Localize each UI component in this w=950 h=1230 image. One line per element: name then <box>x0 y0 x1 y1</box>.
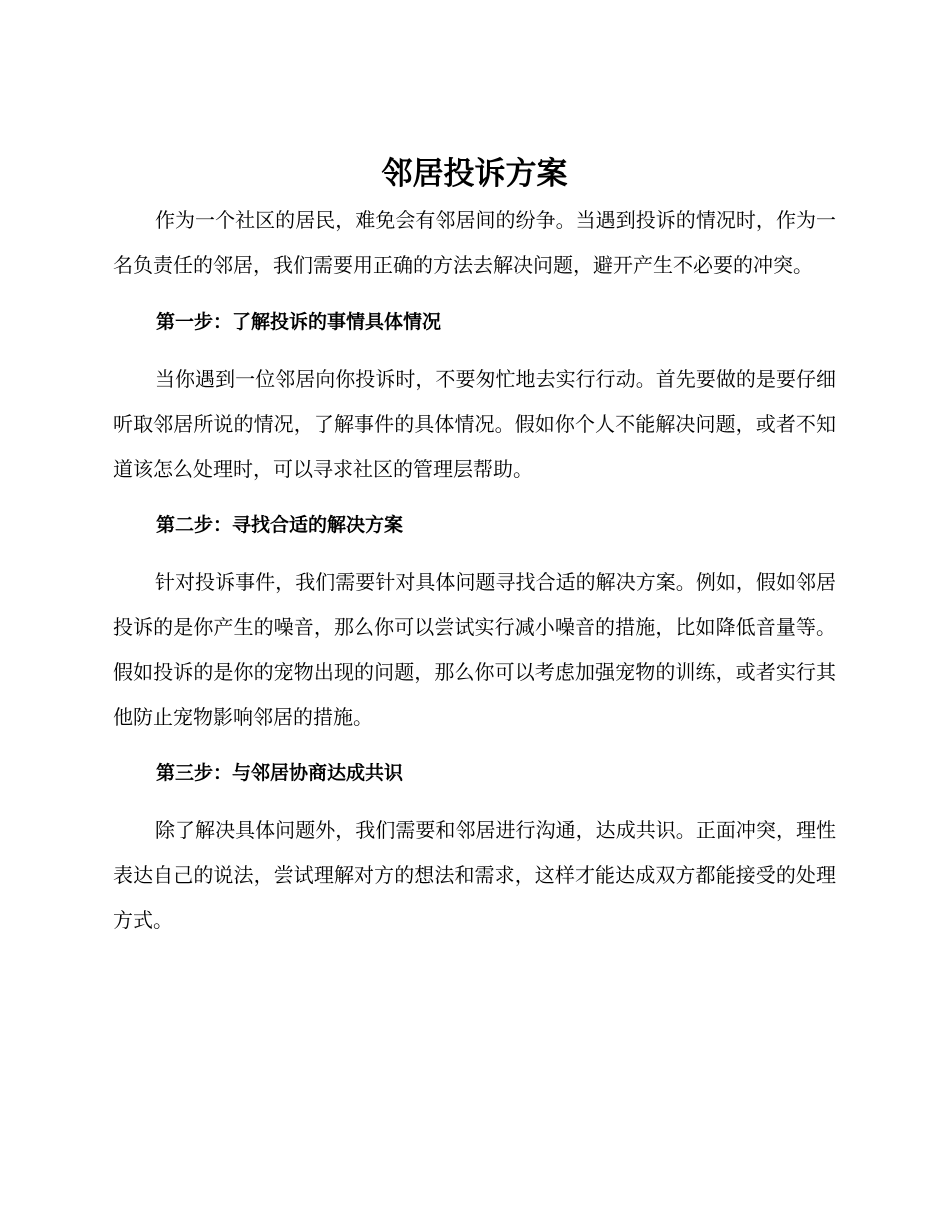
intro-paragraph: 作为一个社区的居民，难免会有邻居间的纷争。当遇到投诉的情况时，作为一名负责任的邻居，我们需要用正确的方法去解决问题，避开产生不必要的冲突。 <box>113 208 836 277</box>
section-heading-step-2: 第二步：寻找合适的解决方案 <box>156 514 404 536</box>
section-heading-step-3: 第三步：与邻居协商达成共识 <box>156 762 404 784</box>
page-title: 邻居投诉方案 <box>381 156 568 192</box>
section-heading-step-1: 第一步：了解投诉的事情具体情况 <box>156 311 442 333</box>
section-body-step-1: 当你遇到一位邻居向你投诉时，不要匆忙地去实行行动。首先要做的是要仔细听取邻居所说的情况，了解事件的具体情况。假如你个人不能解决问题，或者不知道该怎么处理时，可以寻求社区的管理层帮助。 <box>113 367 836 481</box>
section-body-step-2: 针对投诉事件，我们需要针对具体问题寻找合适的解决方案。例如，假如邻居投诉的是你产生的噪音，那么你可以尝试实行减小噪音的措施，比如降低音量等。假如投诉的是你的宠物出现的问题，那么你可以考虑加强宠物的训练，或者实行其他防止宠物影响邻居的措施。 <box>113 570 836 729</box>
section-body-step-3: 除了解决具体问题外，我们需要和邻居进行沟通，达成共识。正面冲突，理性表达自己的说法，尝试理解对方的想法和需求，这样才能达成双方都能接受的处理方式。 <box>113 818 836 932</box>
